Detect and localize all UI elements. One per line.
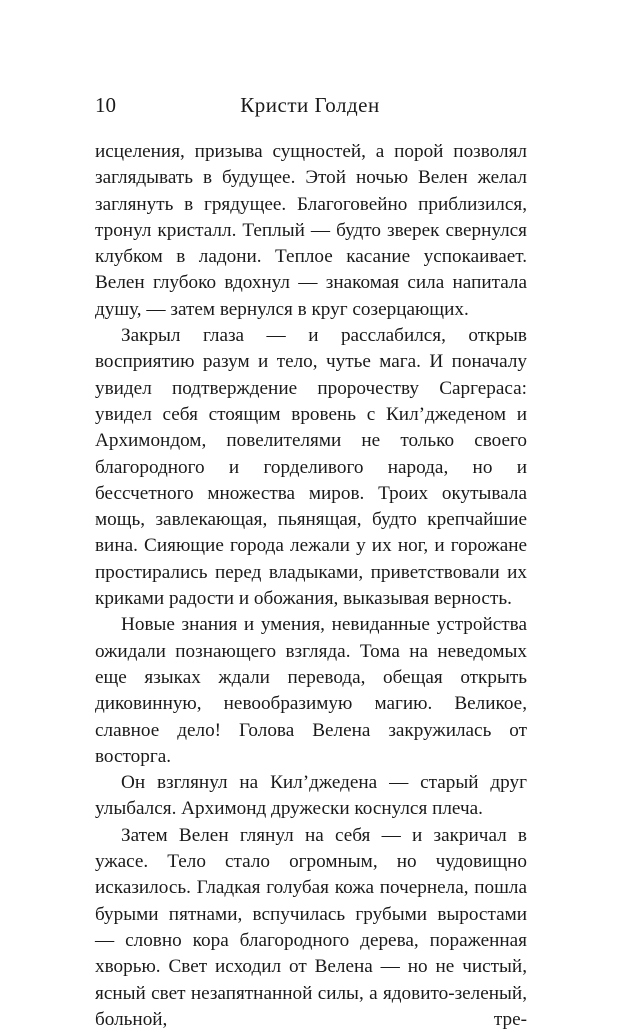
body-text	[95, 139, 527, 1033]
running-head	[95, 90, 525, 120]
page-number: 10	[95, 93, 116, 117]
paragraph: Он взглянул на Кил’джедена — старый друг улыбался. Архимонд дружески коснулся плеча.	[95, 772, 527, 820]
paragraph-continued: исцеления, призыва сущностей, а порой позволял заглядывать в будущее. Этой ночью Велен желал заглянуть в грядущее. Благоговейно приблизился, тронул кристалл. Теплый — будто зверек свернулся клубком в ладони. Теплое касание успокаивает. Велен глубоко вдохнул — знакомая сила напитала душу, — затем вернулся в круг созерцающих.	[95, 141, 527, 320]
paragraph: Новые знания и умения, невиданные устройства ожидали познающего взгляда. Тома на неведомых еще языках ждали перевода, обещая открыть диковинную, невообразимую магию. Великое, славное дело! Голова Велена закружилась от восторга.	[95, 614, 527, 767]
running-head-author: Кристи Голден	[240, 93, 380, 117]
paragraph: Закрыл глаза — и расслабился, открыв восприятию разум и тело, чутье мага. И поначалу увидел подтверждение пророчеству Саргераса: увидел себя стоящим вровень с Кил’джеденом и Архимондом, повелителями не только своего благородного и горделивого народа, но и бессчетного множества миров. Троих окутывала мощь, завлекающая, пьянящая, будто крепчайшие вина. Сияющие города лежали у их ног, и горожане простирались перед владыками, приветствовали их криками радости и обожания, выказывая верность.	[95, 325, 527, 610]
paragraph: Затем Велен глянул на себя — и закричал в ужасе. Тело стало огромным, но чудовищно исказилось. Гладкая голубая кожа почернела, пошла бурыми пятнами, вспучилась грубыми выростами — словно кора благородного дерева, пораженная хворью. Свет исходил от Велена — но не чистый, ясный свет незапятнанной силы, а ядовито-зеленый, больной, тре-	[95, 824, 527, 1030]
